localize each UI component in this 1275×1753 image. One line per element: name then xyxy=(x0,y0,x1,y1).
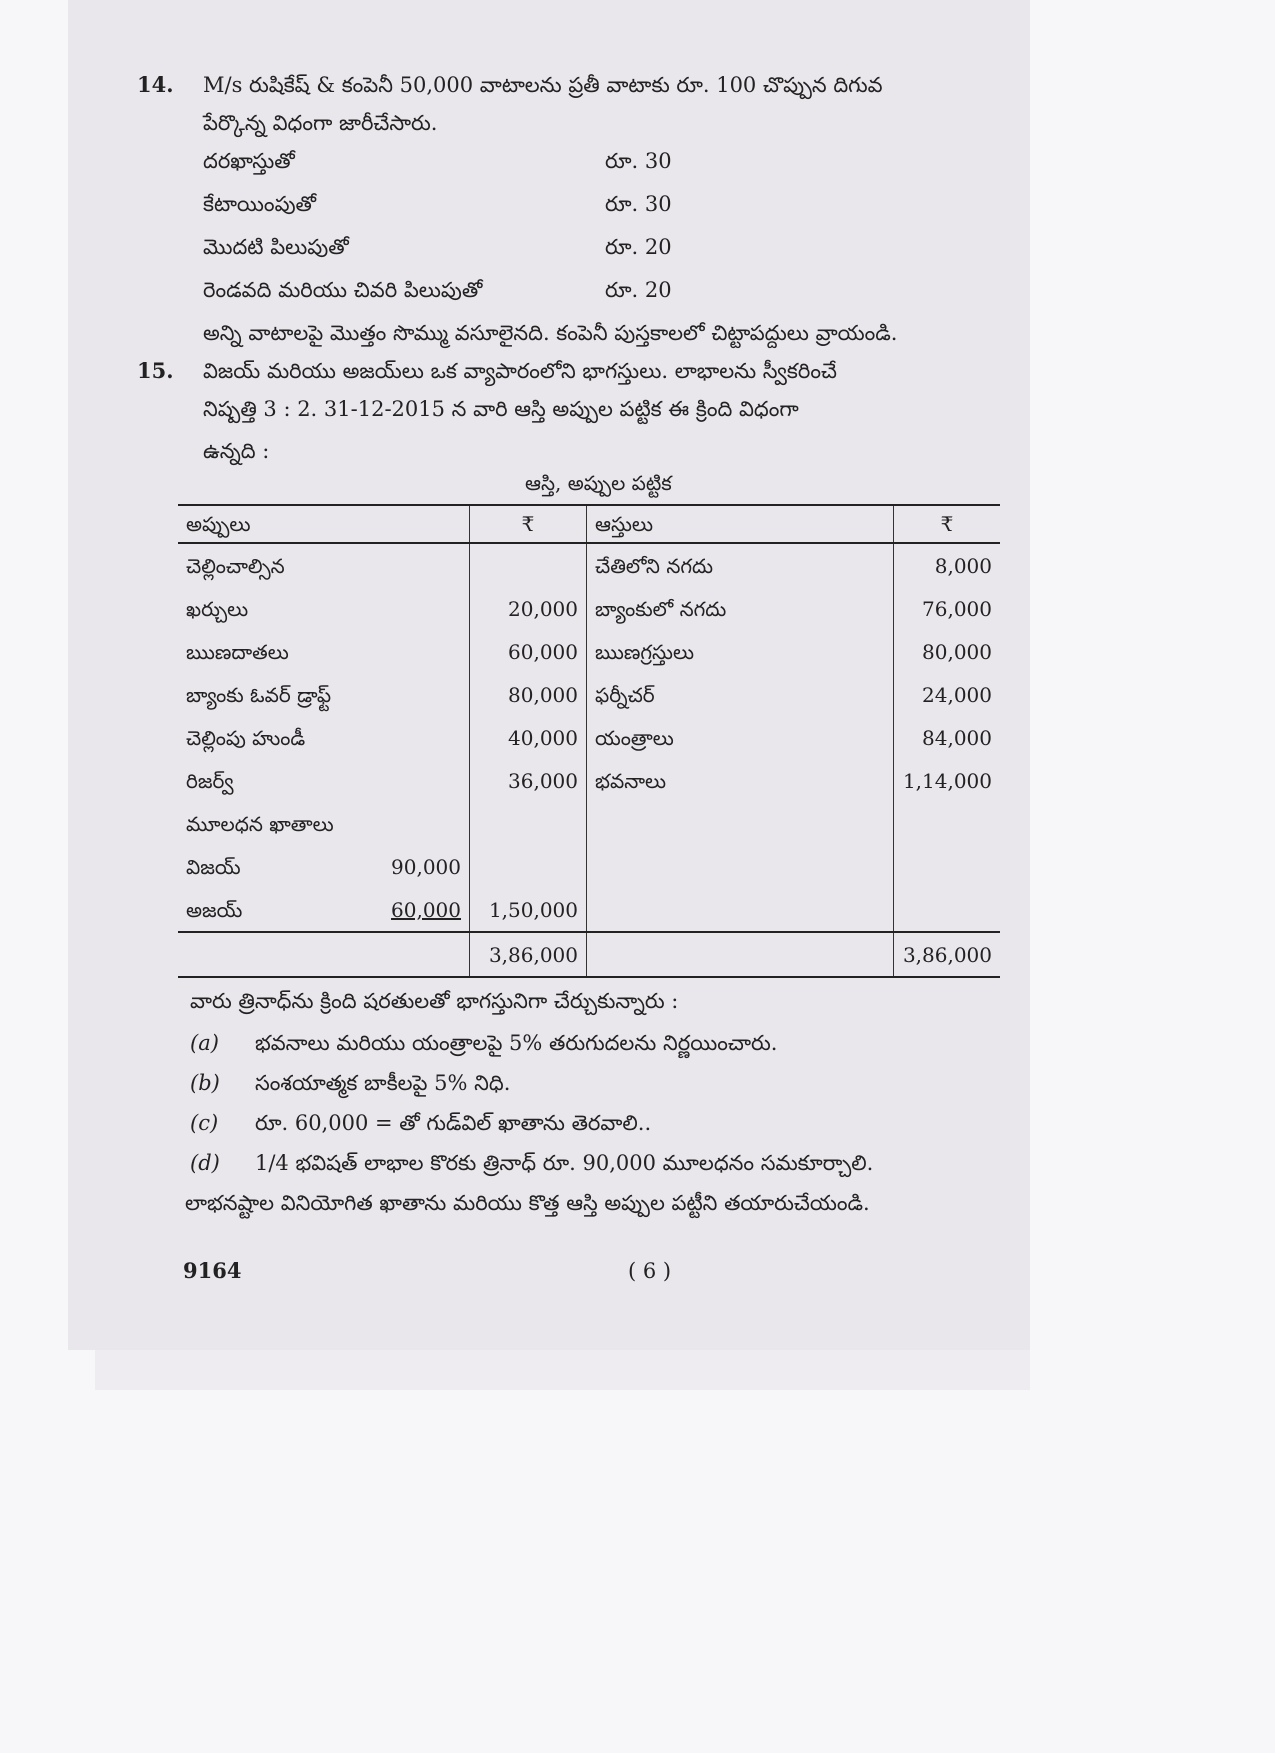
after-table-text xyxy=(183,986,1017,1286)
condition-row xyxy=(190,1148,1017,1178)
asset-name: ఋణగ్రస్తులు xyxy=(587,630,894,673)
asset-amount: 80,000 xyxy=(922,639,992,664)
page-footer xyxy=(183,1256,1017,1286)
condition-label: (d) xyxy=(190,1151,220,1175)
q14-line2: పేర్కొన్న విధంగా జారీచేసారు. xyxy=(203,111,438,135)
installment-row xyxy=(203,275,1017,305)
header-amount: ₹ xyxy=(894,505,1001,543)
balance-sheet-table xyxy=(178,504,1000,978)
capital-name: అజయ్ xyxy=(186,897,243,922)
q15-final: లాభనష్టాల వినియోగిత ఖాతాను మరియు కొత్త ఆస్తి అప్పుల పట్టీని తయారుచేయండి. xyxy=(185,1191,870,1215)
installment-amount: రూ. 20 xyxy=(605,278,672,302)
q15-first-line xyxy=(137,356,1017,386)
header-liabilities: అప్పులు xyxy=(178,505,470,543)
condition-text: రూ. 60,000 = తో గుడ్‌విల్ ఖాతాను తెరవాలి.. xyxy=(255,1111,652,1135)
installment-row xyxy=(203,146,1017,176)
table-row xyxy=(178,630,1000,673)
capital-total: 1,50,000 xyxy=(470,888,587,932)
table-header xyxy=(178,505,1000,543)
asset-name: యంత్రాలు xyxy=(587,716,894,759)
asset-amount xyxy=(894,802,1001,845)
asset-name xyxy=(587,802,894,845)
q15-intro: వారు త్రినాధ్‌ను క్రింది షరతులతో భాగస్తునిగా చేర్చుకున్నారు : xyxy=(190,989,679,1013)
scan-shadow xyxy=(95,1350,1030,1390)
q14-first-line xyxy=(137,70,1017,100)
asset-name: చేతిలోని నగదు xyxy=(587,543,894,587)
liability-amount: 20,000 xyxy=(470,587,587,630)
table-row xyxy=(178,587,1000,630)
liability-name: చెల్లించాల్సిన xyxy=(186,553,285,578)
condition-text: 1/4 భవిషత్ లాభాల కొరకు త్రినాధ్ రూ. 90,000 మూలధనం సమకూర్చాలి. xyxy=(255,1151,874,1175)
liability-amount: 40,000 xyxy=(470,716,587,759)
q14-line1: M/s రుషికేష్ & కంపెనీ 50,000 వాటాలను ప్రతీ వాటాకు రూ. 100 చొప్పున దిగువ xyxy=(203,73,883,97)
asset-amount: 76,000 xyxy=(922,596,992,621)
table-title: ఆస్తి, అప్పుల పట్టిక xyxy=(525,471,672,495)
installment-amount: రూ. 30 xyxy=(605,192,672,216)
liability-name: ఋణదాతలు xyxy=(186,639,289,664)
asset-amount: 1,14,000 xyxy=(902,768,992,793)
installment-label: దరఖాస్తుతో xyxy=(203,149,295,173)
q15-line1: విజయ్ మరియు అజయ్‌లు ఒక వ్యాపారంలోని భాగస్తులు. లాభాలను స్వీకరించే xyxy=(203,359,837,383)
asset-name: ఫర్నీచర్ xyxy=(587,673,894,716)
liability-amount: 80,000 xyxy=(470,673,587,716)
header-amount: ₹ xyxy=(470,505,587,543)
table-total-row xyxy=(178,932,1000,977)
condition-row xyxy=(190,1028,1017,1058)
asset-amount: 84,000 xyxy=(922,725,992,750)
capital-name: విజయ్ xyxy=(186,854,241,879)
condition-text: భవనాలు మరియు యంత్రాలపై 5% తరుగుదలను నిర్ణయించారు. xyxy=(255,1031,778,1055)
table-row xyxy=(178,759,1000,802)
condition-label: (c) xyxy=(190,1111,219,1135)
liability-name: ఖర్చులు xyxy=(186,596,249,621)
asset-name: భవనాలు xyxy=(587,759,894,802)
liability-name: బ్యాంకు ఓవర్ డ్రాఫ్ట్ xyxy=(186,682,332,707)
q15-line3: ఉన్నది : xyxy=(203,439,270,463)
q15-line2: నిష్పత్తి 3 : 2. 31-12-2015 న వారి ఆస్తి అప్పుల పట్టిక ఈ క్రింది విధంగా xyxy=(203,397,799,421)
installment-row xyxy=(203,232,1017,262)
page-content xyxy=(137,70,1017,1286)
installment-amount: రూ. 20 xyxy=(605,235,672,259)
header-assets: ఆస్తులు xyxy=(587,505,894,543)
liability-name: రిజర్వ్ xyxy=(186,768,234,793)
installment-label: రెండవది మరియు చివరి పిలుపుతో xyxy=(203,278,483,302)
liability-amount: 60,000 xyxy=(470,630,587,673)
capital-amount: 60,000 xyxy=(391,897,461,922)
condition-row xyxy=(190,1068,1017,1098)
installment-label: మొదటి పిలుపుతో xyxy=(203,235,349,259)
page-number: ( 6 ) xyxy=(628,1259,672,1283)
table-row xyxy=(178,845,1000,888)
liability-name: చెల్లింపు హుండీ xyxy=(186,725,306,750)
table-row xyxy=(178,543,1000,587)
liability-name: మూలధన ఖాతాలు xyxy=(186,811,334,836)
table-row xyxy=(178,673,1000,716)
paper-code: 9164 xyxy=(183,1258,242,1283)
liability-amount xyxy=(470,543,587,587)
q14-line3: అన్ని వాటాలపై మొత్తం సొమ్ము వసూలైనది. కంపెనీ పుస్తకాలలో చిట్టాపద్దులు వ్రాయండి. xyxy=(203,321,898,345)
total-liabilities: 3,86,000 xyxy=(470,932,587,977)
capital-amount: 90,000 xyxy=(391,854,461,879)
total-assets: 3,86,000 xyxy=(894,932,1001,977)
liability-amount xyxy=(470,802,587,845)
installment-amount: రూ. 30 xyxy=(605,149,672,173)
table-row xyxy=(178,802,1000,845)
condition-row xyxy=(190,1108,1017,1138)
liability-amount: 36,000 xyxy=(470,759,587,802)
installment-label: కేటాయింపుతో xyxy=(203,192,317,216)
asset-amount: 24,000 xyxy=(922,682,992,707)
table-row xyxy=(178,888,1000,932)
condition-text: సంశయాత్మక బాకీలపై 5% నిధి. xyxy=(255,1071,511,1095)
asset-amount: 8,000 xyxy=(934,553,992,578)
condition-label: (b) xyxy=(190,1071,220,1095)
asset-name: బ్యాంకులో నగదు xyxy=(587,587,894,630)
question-number-15: 15. xyxy=(137,358,174,383)
question-number-14: 14. xyxy=(137,72,174,97)
installment-row xyxy=(203,189,1017,219)
condition-label: (a) xyxy=(190,1031,219,1055)
table-row xyxy=(178,716,1000,759)
